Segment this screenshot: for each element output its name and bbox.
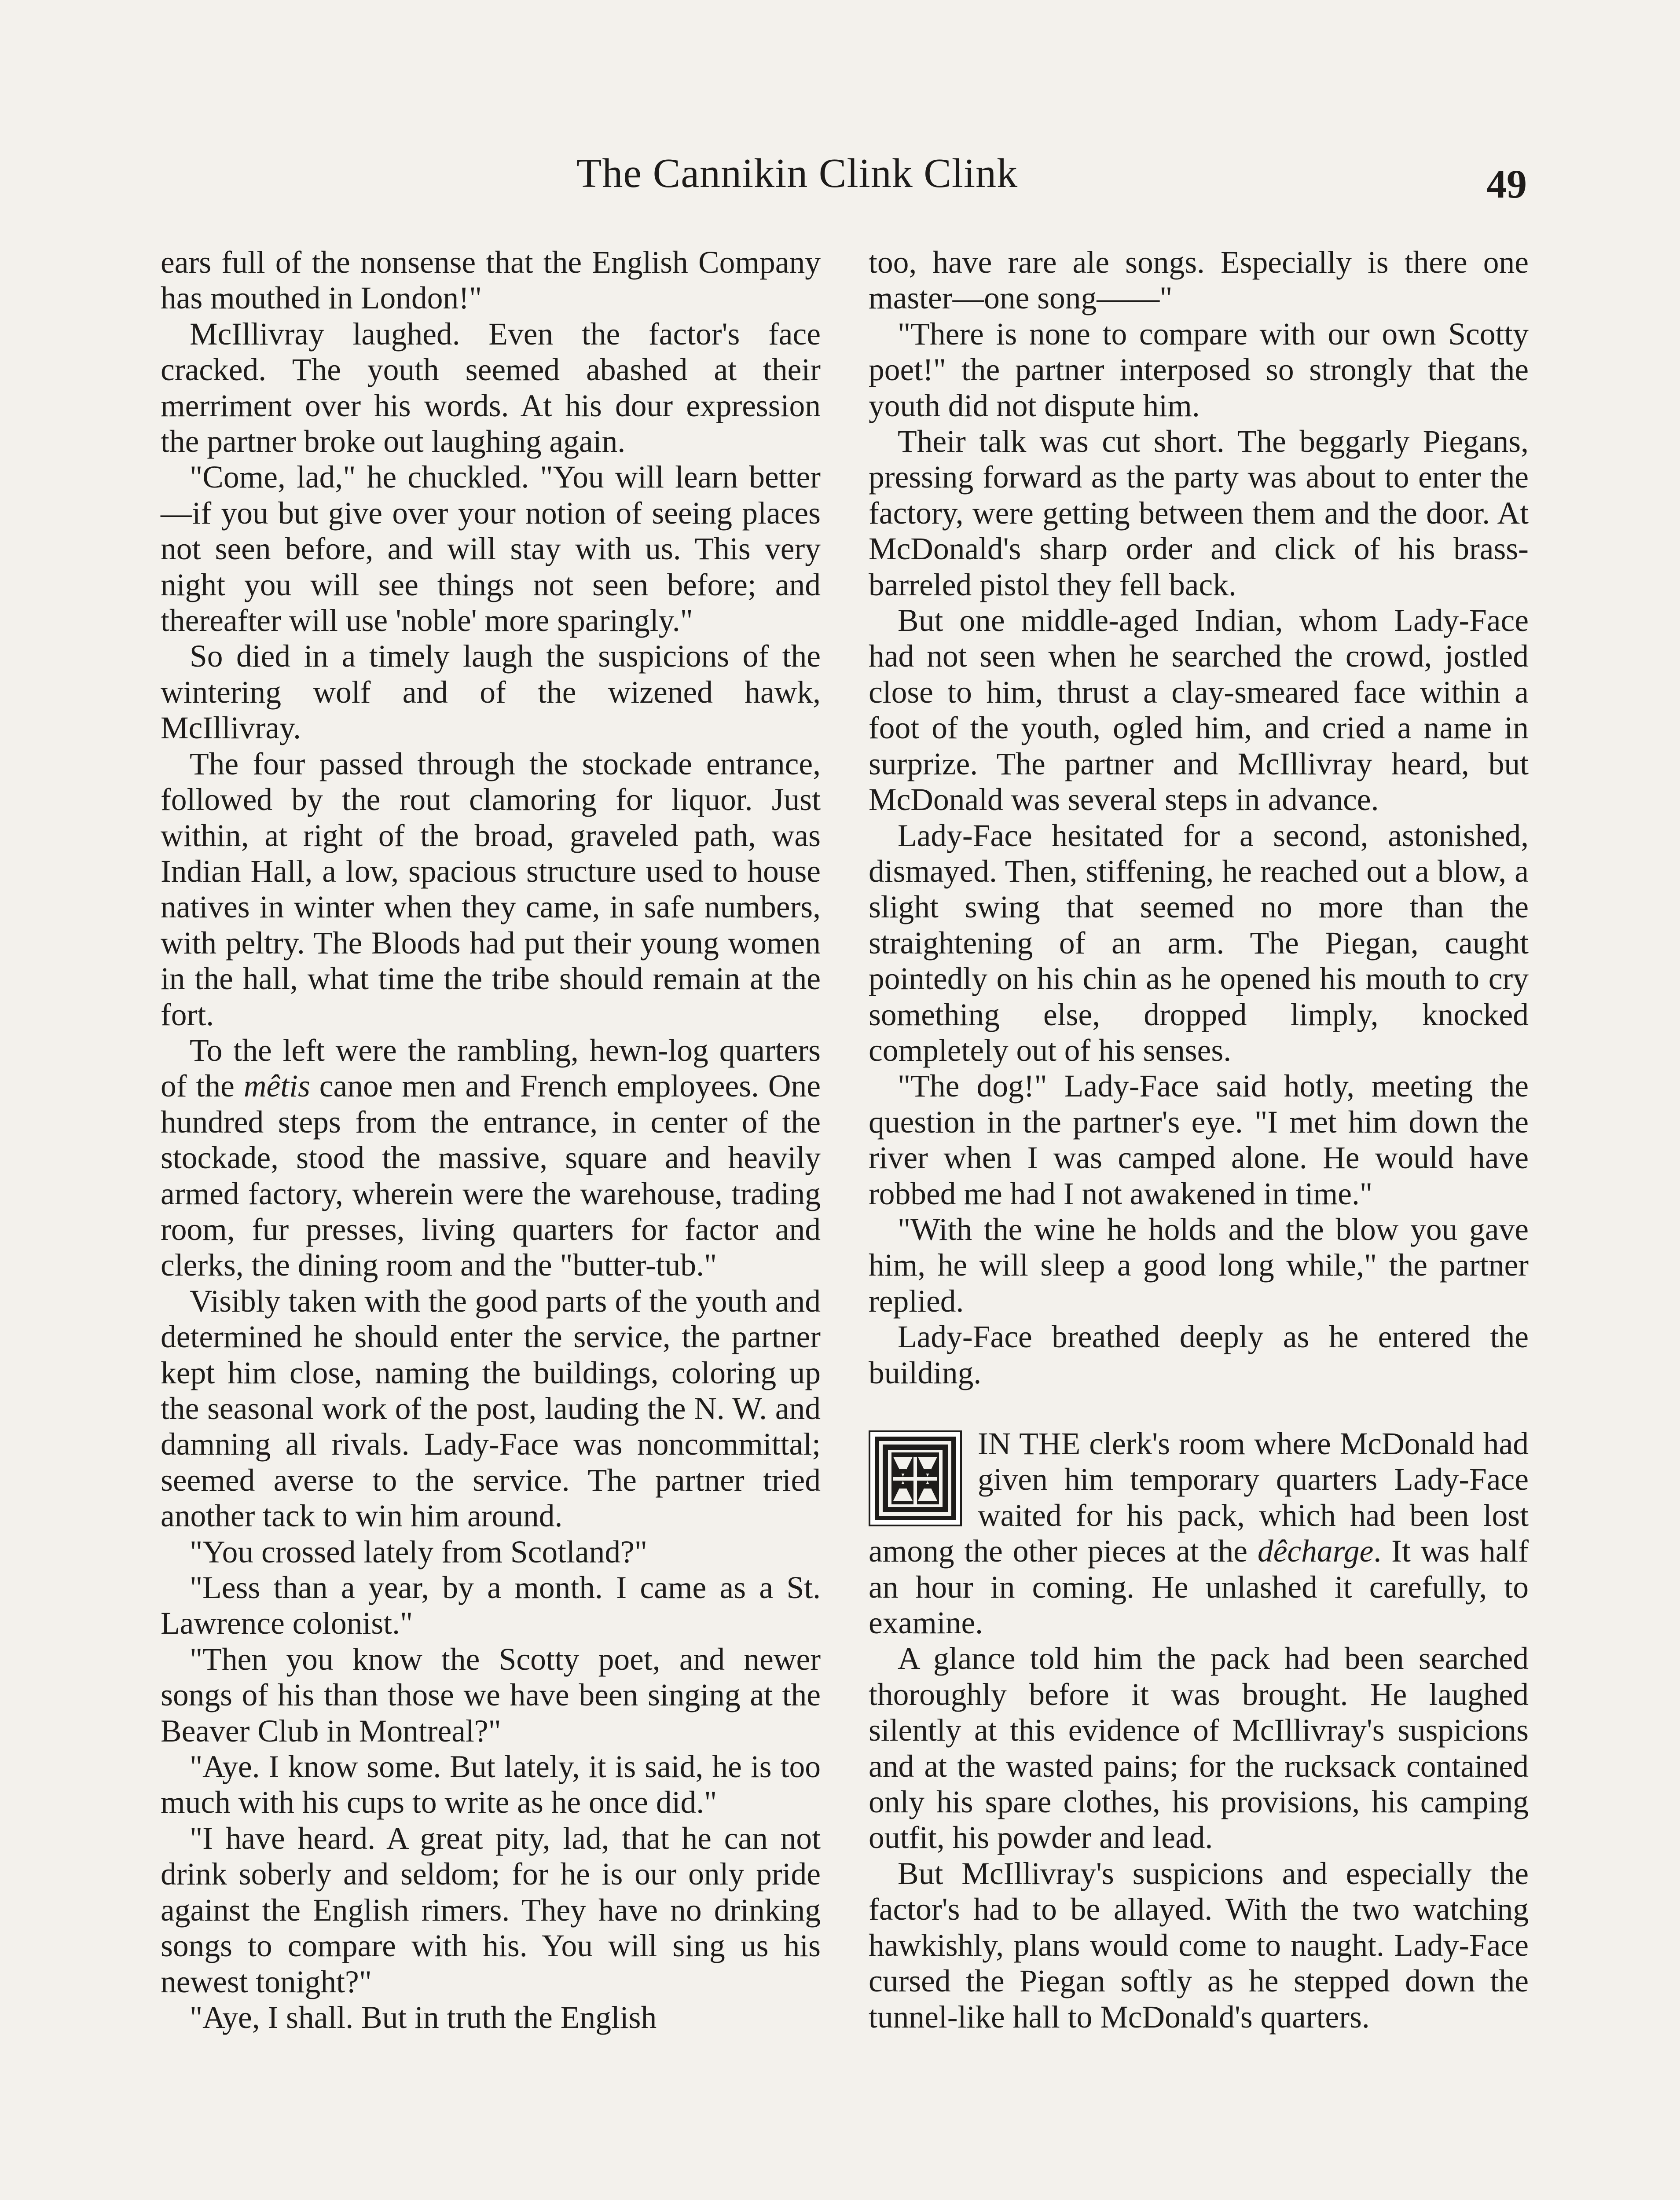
- paragraph: ears full of the nonsense that the English Company has mouthed in London!": [161, 245, 821, 316]
- paragraph: The four passed through the stockade entrance, followed by the rout clamoring for liquor. Just within, at right of the broad, graveled path, was Indian Hall, a low, spacious structure used to house natives in winter when they came, in safe numbers, with peltry. The Bloods had put their young women in the hall, what time the tribe should remain at the fort.: [161, 746, 821, 1032]
- right-column: [869, 245, 1529, 2035]
- paragraph: "Come, lad," he chuckled. "You will learn better—if you but give over your notion of seeing places not seen before, and will stay with us. This very night you will see things not seen before; and thereafter will use 'noble' more sparingly.": [161, 460, 821, 638]
- paragraph: "Then you know the Scotty poet, and newer songs of his than those we have been singing at the Beaver Club in Montreal?": [161, 1642, 821, 1749]
- drop-cap-ornament: [869, 1430, 962, 1526]
- italic-word: mêtis: [243, 1069, 310, 1104]
- running-title: The Cannikin Clink Clink: [576, 150, 1018, 196]
- paragraph-text: canoe men and French employees. One hundred steps from the entrance, in center of the stockade, stood the massive, square and heavily armed factory, wherein were the warehouse, trading room, fur presses, living quarters for factor and clerks, the dining room and the "butter-tub.": [161, 1069, 821, 1283]
- paragraph: A glance told him the pack had been searched thoroughly before it was brought. He laughed silently at this evidence of McIllivray's suspicions and at the wasted pains; for the rucksack contained only his spare clothes, his provisions, his camping outfit, his powder and lead.: [869, 1641, 1529, 1855]
- paragraph: Lady-Face breathed deeply as he entered the building.: [869, 1320, 1529, 1390]
- paragraph: "With the wine he holds and the blow you gave him, he will sleep a good long while," the partner replied.: [869, 1212, 1529, 1319]
- paragraph: Visibly taken with the good parts of the youth and determined he should enter the service, the partner kept him close, naming the buildings, coloring up the seasonal work of the post, lauding the N. W. and damning all rivals. Lady-Face was noncommittal; seemed averse to the service. The partner tried another tack to win him around.: [161, 1283, 821, 1534]
- paragraph: too, have rare ale songs. Especially is there one master—one song——": [869, 245, 1529, 316]
- paragraph: "I have heard. A great pity, lad, that he can not drink soberly and seldom; for he is our only pride against the English rimers. They have no drinking songs to compare with his. You will sing us his newest tonight?": [161, 1821, 821, 1999]
- paragraph: Lady-Face hesitated for a second, astonished, dismayed. Then, stiffening, he reached out a blow, a slight swing that seemed no more than the straightening of an arm. The Piegan, caught pointedly on his chin as he opened his mouth to cry something else, dropped limply, knocked completely out of his senses.: [869, 818, 1529, 1068]
- section-opening-paragraph: [869, 1426, 1529, 1641]
- paragraph: But McIllivray's suspicions and especially the factor's had to be allayed. With the two watching hawkishly, plans would come to naught. Lady-Face cursed the Piegan softly as he stepped down the tunnel-like hall to McDonald's quarters.: [869, 1856, 1529, 2035]
- paragraph-text: To the left were the rambling, hewn-log quarters of the: [161, 1033, 821, 1104]
- paragraph: "Less than a year, by a month. I came as a St. Lawrence colonist.": [161, 1570, 821, 1641]
- paragraph: "There is none to compare with our own Scotty poet!" the partner interposed so strongly that the youth did not dispute him.: [869, 316, 1529, 423]
- paragraph: So died in a timely laugh the suspicions of the wintering wolf and of the wizened hawk, McIllivray.: [161, 639, 821, 746]
- paragraph-text: IN THE clerk's room where McDonald had given him temporary quarters Lady-Face waited for his pack, which had been lost among the other pieces at the: [869, 1426, 1529, 1569]
- paragraph: "Aye, I shall. But in truth the English: [190, 2000, 657, 2035]
- left-column: [161, 245, 821, 2035]
- paragraph: [161, 1033, 821, 1283]
- paragraph-text: . It was half an hour in coming. He unlashed it carefully, to examine.: [869, 1534, 1529, 1641]
- paragraph: But one middle-aged Indian, whom Lady-Face had not seen when he searched the crowd, jostled close to him, thrust a clay-smeared face within a foot of the youth, ogled him, and cried a name in surprize. The partner and McIllivray heard, but McDonald was several steps in advance.: [869, 603, 1529, 818]
- paragraph: McIllivray laughed. Even the factor's face cracked. The youth seemed abashed at their merriment over his words. At his dour expression the partner broke out laughing again.: [161, 316, 821, 459]
- paragraph: Their talk was cut short. The beggarly Piegans, pressing forward as the party was about to enter the factory, were getting between them and the door. At McDonald's sharp order and click of his brass-barreled pistol they fell back.: [869, 424, 1529, 602]
- paragraph: "You crossed lately from Scotland?": [190, 1534, 648, 1569]
- paragraph: "Aye. I know some. But lately, it is said, he is too much with his cups to write as he once did.": [161, 1749, 821, 1820]
- page-number: 49: [1486, 161, 1527, 206]
- italic-word: dêcharge: [1257, 1534, 1374, 1569]
- paragraph: "The dog!" Lady-Face said hotly, meeting the question in the partner's eye. "I met him down the river when I was camped alone. He would have robbed me had I not awakened in time.": [869, 1069, 1529, 1211]
